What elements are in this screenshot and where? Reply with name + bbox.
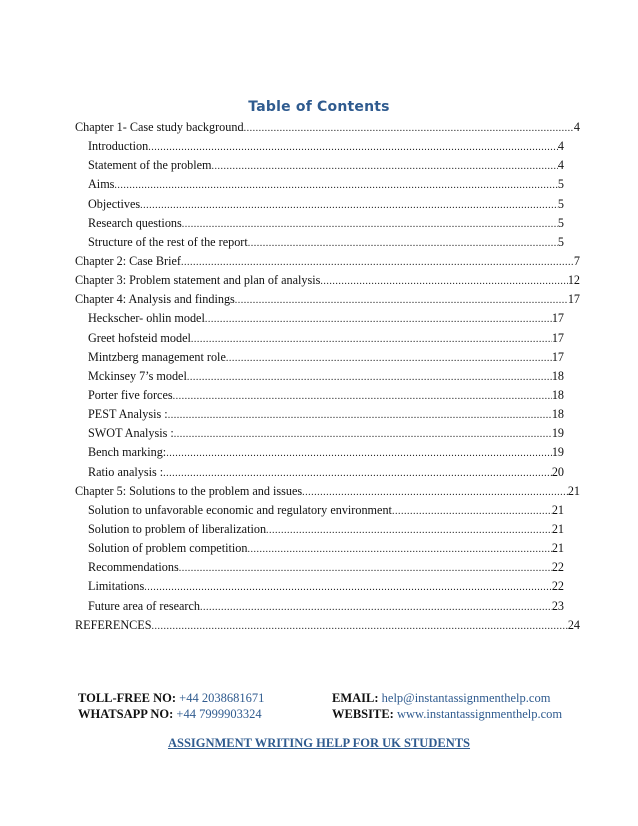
toc-leader-dots [140,196,558,215]
toc-entry[interactable] [75,329,564,348]
toc-leader-dots [392,502,552,521]
toc-entry-page: 20 [551,464,564,479]
toc-entry[interactable] [75,252,580,271]
toc-entry-page: 22 [551,560,564,575]
toc-entry-page: 4 [557,158,564,173]
toc-entry-title: Chapter 2: Case Brief [75,253,181,268]
email-link[interactable]: help@instantassignmenthelp.com [381,691,551,705]
toc-leader-dots [191,330,552,349]
toc-entry[interactable] [75,463,564,482]
toc-entry-title: REFERENCES [75,617,152,632]
toc-entry[interactable] [75,271,580,290]
toc-entry-title: Chapter 3: Problem statement and plan of analysis [75,273,321,288]
toc-entry[interactable] [75,367,564,386]
toc-leader-dots [212,157,558,176]
toc-entry-title: Bench marking: [88,445,167,460]
toc-leader-dots [168,406,552,425]
toc-leader-dots [173,387,552,406]
tagline-link[interactable]: ASSIGNMENT WRITING HELP FOR UK STUDENTS [167,736,471,750]
toll-free-label: TOLL-FREE NO: [78,691,177,705]
toc-leader-dots [163,464,552,483]
toc-entry-page: 18 [551,368,564,383]
toc-entry[interactable] [75,233,564,252]
toc-entry[interactable] [75,539,564,558]
toc-entry-page: 5 [557,215,564,230]
toc-entry[interactable] [75,424,564,443]
toc-entry[interactable] [75,156,564,175]
website-link[interactable]: www.instantassignmenthelp.com [396,707,563,721]
toc-entry-title: Greet hofsteid model [88,330,191,345]
toc-entry[interactable] [75,501,564,520]
toc-entry-page: 4 [573,120,580,134]
toc-entry-page: 24 [567,617,580,632]
toc-entry-page: 19 [551,426,564,441]
table-of-contents [75,118,580,635]
toc-entry-title: Solution to unfavorable economic and regulatory environment [88,502,392,517]
toc-entry-page: 21 [551,502,564,517]
toc-entry[interactable] [75,597,564,616]
toc-entry[interactable] [75,290,580,309]
toc-entry-title: Introduction [88,139,149,154]
toc-entry[interactable] [75,520,564,539]
toc-leader-dots [266,521,552,540]
toc-entry-page: 19 [551,445,564,460]
toc-leader-dots [200,598,552,617]
toc-leader-dots [179,559,552,578]
email-label: EMAIL: [332,691,379,705]
toc-entry-title: Objectives [88,196,141,211]
toc-entry-title: Aims [88,177,115,192]
toc-leader-dots [182,215,558,234]
toc-entry-page: 17 [551,349,564,364]
toc-entry-title: PEST Analysis : [88,407,168,422]
toc-entry[interactable] [75,137,564,156]
toc-entry-page: 17 [551,330,564,345]
toc-entry-page: 7 [573,253,580,268]
toc-leader-dots [320,272,567,291]
website-label: WEBSITE: [332,707,394,721]
contact-footer [78,690,578,722]
toc-entry-page: 23 [551,598,564,613]
toc-entry-title: Porter five forces [88,387,173,402]
toc-entry-page: 21 [551,521,564,536]
toc-entry[interactable] [75,348,564,367]
toc-entry-title: Solution of problem competition [88,541,248,556]
toc-leader-dots [144,578,552,597]
toc-entry-page: 21 [567,483,580,498]
toc-entry-page: 17 [551,311,564,326]
toc-entry[interactable] [75,175,564,194]
toc-entry-page: 21 [551,541,564,556]
toc-entry-title: Chapter 4: Analysis and findings [75,292,235,307]
toc-entry[interactable] [75,386,564,405]
toc-entry-title: Research questions [88,215,182,230]
whatsapp-label: WHATSAPP NO: [78,707,174,721]
toc-entry-page: 18 [551,407,564,422]
toc-entry-title: Recommendations [88,560,179,575]
toc-entry-page: 5 [557,196,564,211]
toc-entry-title: Future area of research [88,598,200,613]
toc-leader-dots [205,310,552,329]
toc-entry-page: 5 [557,234,564,249]
toc-leader-dots [187,368,552,387]
toc-entry-title: Chapter 5: Solutions to the problem and issues [75,483,303,498]
toc-entry-page: 22 [551,579,564,594]
toc-entry-title: Mckinsey 7’s model [88,368,187,383]
toc-entry[interactable] [75,577,564,596]
toc-entry[interactable] [75,558,564,577]
toc-leader-dots [166,444,552,463]
toc-entry[interactable] [75,118,580,137]
toc-entry-title: Heckscher- ohlin model [88,311,205,326]
toc-entry-page: 5 [557,177,564,192]
toll-free-number[interactable]: +44 2038681671 [179,691,265,705]
toc-entry-title: Limitations [88,579,145,594]
toc-leader-dots [302,483,568,502]
toc-entry-page: 12 [567,273,580,288]
toc-entry-title: Ratio analysis : [88,464,164,479]
toc-leader-dots [247,540,551,559]
toc-entry[interactable] [75,214,564,233]
toc-entry[interactable] [75,309,564,328]
toc-leader-dots [148,138,558,157]
toc-entry[interactable] [75,616,580,635]
toc-entry-page: 4 [557,139,564,154]
toc-leader-dots [181,253,574,272]
toc-entry-title: Solution to problem of liberalization [88,521,267,536]
toc-leader-dots [114,176,557,195]
toc-entry-page: 17 [567,292,580,307]
toc-entry-page: 18 [551,387,564,402]
toc-entry-title: Structure of the rest of the report [88,234,248,249]
toc-entry-title: SWOT Analysis : [88,426,174,441]
toc-leader-dots [248,234,558,253]
toc-entry[interactable] [75,443,564,462]
toc-leader-dots [235,291,568,310]
toc-entry-title: Chapter 1- Case study background [75,120,244,134]
toc-leader-dots [244,119,574,138]
toc-entry[interactable] [75,195,564,214]
toc-title: Table of Contents [248,99,390,115]
toc-leader-dots [152,617,568,636]
toc-entry-title: Mintzberg management role [88,349,226,364]
toc-leader-dots [174,425,552,444]
toc-entry[interactable] [75,405,564,424]
toc-entry-title: Statement of the problem [88,158,212,173]
toc-leader-dots [226,349,552,368]
whatsapp-number[interactable]: +44 7999903324 [176,707,262,721]
toc-entry[interactable] [75,482,580,501]
